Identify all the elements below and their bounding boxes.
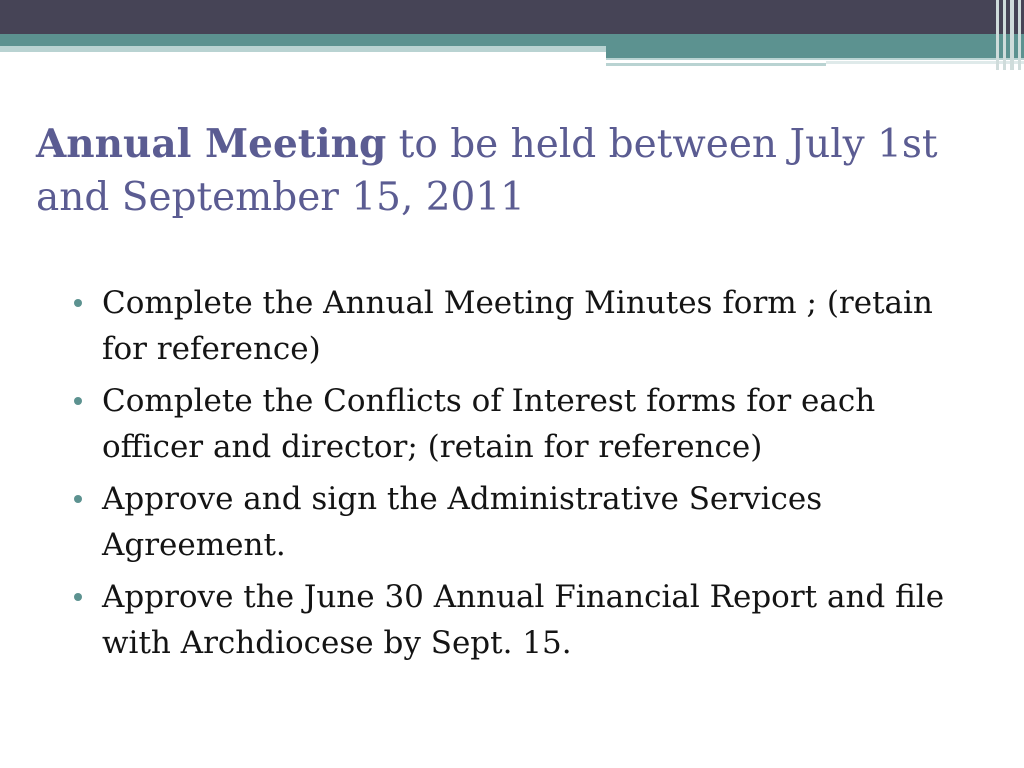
bullet-icon bbox=[74, 593, 82, 601]
slide-title bbox=[36, 118, 1011, 224]
bullet-text: Approve and sign the Administrative Services Agreement. bbox=[102, 481, 823, 563]
header-stripe bbox=[1010, 0, 1014, 70]
bullet-list bbox=[74, 280, 964, 672]
slide-title-bold: Annual Meeting bbox=[36, 121, 387, 167]
header-accent-line bbox=[606, 58, 1024, 60]
slide-title-rest: to be held between July 1st and September 15, 2011 bbox=[36, 122, 938, 220]
bullet-text: Complete the Annual Meeting Minutes form ; (retain for reference) bbox=[102, 285, 933, 367]
header-teal-band bbox=[0, 34, 1024, 46]
header-light-band bbox=[0, 46, 606, 52]
header-stripes bbox=[994, 0, 1024, 70]
bullet-icon bbox=[74, 397, 82, 405]
header-accent-line bbox=[606, 63, 826, 66]
header-teal-band-right bbox=[606, 46, 1024, 58]
header-dark-band bbox=[0, 0, 1024, 34]
bullet-item bbox=[74, 574, 964, 666]
bullet-text: Approve the June 30 Annual Financial Report and file with Archdiocese by Sept. 15. bbox=[102, 579, 945, 661]
bullet-icon bbox=[74, 299, 82, 307]
header-stripe bbox=[996, 0, 999, 70]
bullet-icon bbox=[74, 495, 82, 503]
header-stripe bbox=[1003, 0, 1006, 70]
bullet-text: Complete the Conflicts of Interest forms for each officer and director; (retain for reference) bbox=[102, 383, 876, 465]
bullet-item bbox=[74, 378, 964, 470]
header-stripe bbox=[1018, 0, 1021, 70]
bullet-item bbox=[74, 476, 964, 568]
bullet-item bbox=[74, 280, 964, 372]
